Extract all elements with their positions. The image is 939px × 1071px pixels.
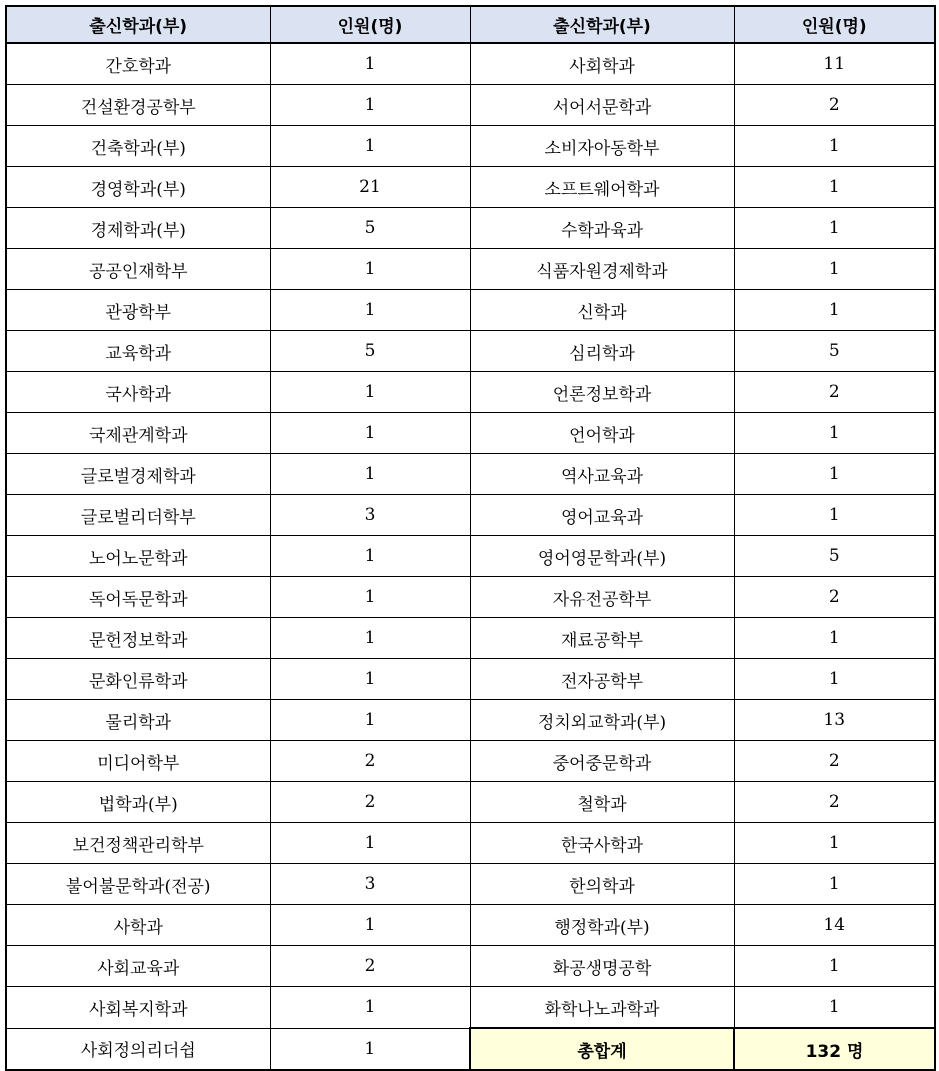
- cell-department-right: 한의학과: [470, 864, 734, 905]
- cell-department-left: 국제관계학과: [6, 413, 270, 454]
- cell-department-left: 건설환경공학부: [6, 85, 270, 126]
- cell-department-left: 불어불문학과(전공): [6, 864, 270, 905]
- cell-count-left: 1: [270, 372, 470, 413]
- table-row: [6, 290, 935, 331]
- cell-count-right: 5: [734, 536, 935, 577]
- table-row: [6, 536, 935, 577]
- table-row: [6, 987, 935, 1029]
- cell-department-right: 심리학과: [470, 331, 734, 372]
- grand-total-label: 총합계: [470, 1028, 734, 1070]
- cell-department-right: 언어학과: [470, 413, 734, 454]
- cell-count-left: 1: [270, 700, 470, 741]
- table-row: [6, 864, 935, 905]
- cell-count-right: 1: [734, 618, 935, 659]
- cell-department-right: 철학과: [470, 782, 734, 823]
- cell-department-left: 경영학과(부): [6, 167, 270, 208]
- cell-department-right: 자유전공학부: [470, 577, 734, 618]
- table-row: [6, 495, 935, 536]
- cell-count-right: 2: [734, 782, 935, 823]
- cell-count-right: 11: [734, 43, 935, 85]
- cell-count-right: 13: [734, 700, 935, 741]
- cell-department-left: 미디어학부: [6, 741, 270, 782]
- table-row: [6, 413, 935, 454]
- cell-department-left: 경제학과(부): [6, 208, 270, 249]
- cell-department-left: 문화인류학과: [6, 659, 270, 700]
- table-row: [6, 85, 935, 126]
- cell-department-right: 영어교육과: [470, 495, 734, 536]
- cell-count-left: 1: [270, 43, 470, 85]
- cell-department-right: 서어서문학과: [470, 85, 734, 126]
- cell-count-left: 1: [270, 1028, 470, 1070]
- header-count-right: 인원(명): [734, 6, 935, 43]
- cell-count-right: 2: [734, 741, 935, 782]
- cell-department-right: 사회학과: [470, 43, 734, 85]
- cell-department-right: 소비자아동학부: [470, 126, 734, 167]
- cell-department-right: 정치외교학과(부): [470, 700, 734, 741]
- cell-department-right: 행정학과(부): [470, 905, 734, 946]
- cell-count-right: 1: [734, 167, 935, 208]
- table-row: [6, 659, 935, 700]
- table-row: [6, 126, 935, 167]
- cell-count-left: 3: [270, 864, 470, 905]
- cell-count-right: 1: [734, 126, 935, 167]
- cell-department-left: 글로벌리더학부: [6, 495, 270, 536]
- grand-total-value: 132 명: [734, 1028, 935, 1070]
- cell-department-left: 관광학부: [6, 290, 270, 331]
- table-row: [6, 208, 935, 249]
- cell-count-right: 5: [734, 331, 935, 372]
- table-row: [6, 167, 935, 208]
- cell-count-left: 1: [270, 290, 470, 331]
- cell-department-left: 사회복지학과: [6, 987, 270, 1029]
- cell-count-left: 5: [270, 331, 470, 372]
- cell-department-right: 신학과: [470, 290, 734, 331]
- cell-department-left: 교육학과: [6, 331, 270, 372]
- cell-department-left: 사학과: [6, 905, 270, 946]
- cell-department-left: 건축학과(부): [6, 126, 270, 167]
- cell-count-left: 1: [270, 823, 470, 864]
- cell-department-right: 중어중문학과: [470, 741, 734, 782]
- cell-count-right: 2: [734, 372, 935, 413]
- cell-department-left: 보건정책관리학부: [6, 823, 270, 864]
- header-count-left: 인원(명): [270, 6, 470, 43]
- table-row: [6, 372, 935, 413]
- cell-count-left: 1: [270, 413, 470, 454]
- cell-department-right: 화공생명공학: [470, 946, 734, 987]
- cell-department-right: 소프트웨어학과: [470, 167, 734, 208]
- cell-department-left: 물리학과: [6, 700, 270, 741]
- table-row: [6, 618, 935, 659]
- cell-department-right: 역사교육과: [470, 454, 734, 495]
- cell-department-right: 영어영문학과(부): [470, 536, 734, 577]
- cell-count-left: 1: [270, 618, 470, 659]
- header-department-right: 출신학과(부): [470, 6, 734, 43]
- cell-count-left: 21: [270, 167, 470, 208]
- header-department-left: 출신학과(부): [6, 6, 270, 43]
- cell-count-right: 1: [734, 823, 935, 864]
- cell-count-left: 1: [270, 249, 470, 290]
- cell-count-right: 2: [734, 85, 935, 126]
- cell-department-left: 사회교육과: [6, 946, 270, 987]
- cell-count-right: 1: [734, 249, 935, 290]
- cell-count-right: 1: [734, 659, 935, 700]
- table-row: [6, 946, 935, 987]
- cell-count-right: 14: [734, 905, 935, 946]
- table-row: [6, 1028, 935, 1070]
- department-headcount-table: [5, 5, 936, 1071]
- table-row: [6, 577, 935, 618]
- cell-count-left: 1: [270, 85, 470, 126]
- cell-count-right: 2: [734, 577, 935, 618]
- cell-department-left: 공공인재학부: [6, 249, 270, 290]
- cell-department-right: 수학과육과: [470, 208, 734, 249]
- cell-department-right: 재료공학부: [470, 618, 734, 659]
- cell-department-left: 문헌정보학과: [6, 618, 270, 659]
- cell-department-left: 법학과(부): [6, 782, 270, 823]
- cell-count-right: 1: [734, 290, 935, 331]
- cell-count-left: 1: [270, 126, 470, 167]
- cell-count-right: 1: [734, 946, 935, 987]
- cell-department-left: 노어노문학과: [6, 536, 270, 577]
- cell-department-left: 간호학과: [6, 43, 270, 85]
- table-row: [6, 249, 935, 290]
- cell-department-right: 한국사학과: [470, 823, 734, 864]
- table-row: [6, 454, 935, 495]
- cell-count-right: 1: [734, 413, 935, 454]
- cell-department-right: 전자공학부: [470, 659, 734, 700]
- table-row: [6, 782, 935, 823]
- table-row: [6, 331, 935, 372]
- table-row: [6, 700, 935, 741]
- header-row: [6, 6, 935, 43]
- cell-department-right: 화학나노과학과: [470, 987, 734, 1029]
- cell-department-left: 국사학과: [6, 372, 270, 413]
- cell-count-left: 3: [270, 495, 470, 536]
- cell-count-left: 1: [270, 536, 470, 577]
- cell-count-left: 1: [270, 659, 470, 700]
- table-body: [6, 43, 935, 1070]
- cell-department-left: 글로벌경제학과: [6, 454, 270, 495]
- cell-count-left: 5: [270, 208, 470, 249]
- cell-count-left: 1: [270, 454, 470, 495]
- cell-count-right: 1: [734, 987, 935, 1029]
- cell-count-left: 2: [270, 946, 470, 987]
- cell-count-right: 1: [734, 454, 935, 495]
- cell-count-right: 1: [734, 864, 935, 905]
- table-row: [6, 905, 935, 946]
- cell-count-left: 1: [270, 905, 470, 946]
- cell-count-left: 1: [270, 577, 470, 618]
- cell-count-left: 1: [270, 987, 470, 1029]
- cell-department-right: 식품자원경제학과: [470, 249, 734, 290]
- cell-department-left: 독어독문학과: [6, 577, 270, 618]
- table-row: [6, 741, 935, 782]
- cell-count-left: 2: [270, 782, 470, 823]
- cell-department-left: 사회정의리더쉽: [6, 1028, 270, 1070]
- table-row: [6, 43, 935, 85]
- cell-count-right: 1: [734, 495, 935, 536]
- cell-department-right: 언론정보학과: [470, 372, 734, 413]
- cell-count-right: 1: [734, 208, 935, 249]
- table-row: [6, 823, 935, 864]
- cell-count-left: 2: [270, 741, 470, 782]
